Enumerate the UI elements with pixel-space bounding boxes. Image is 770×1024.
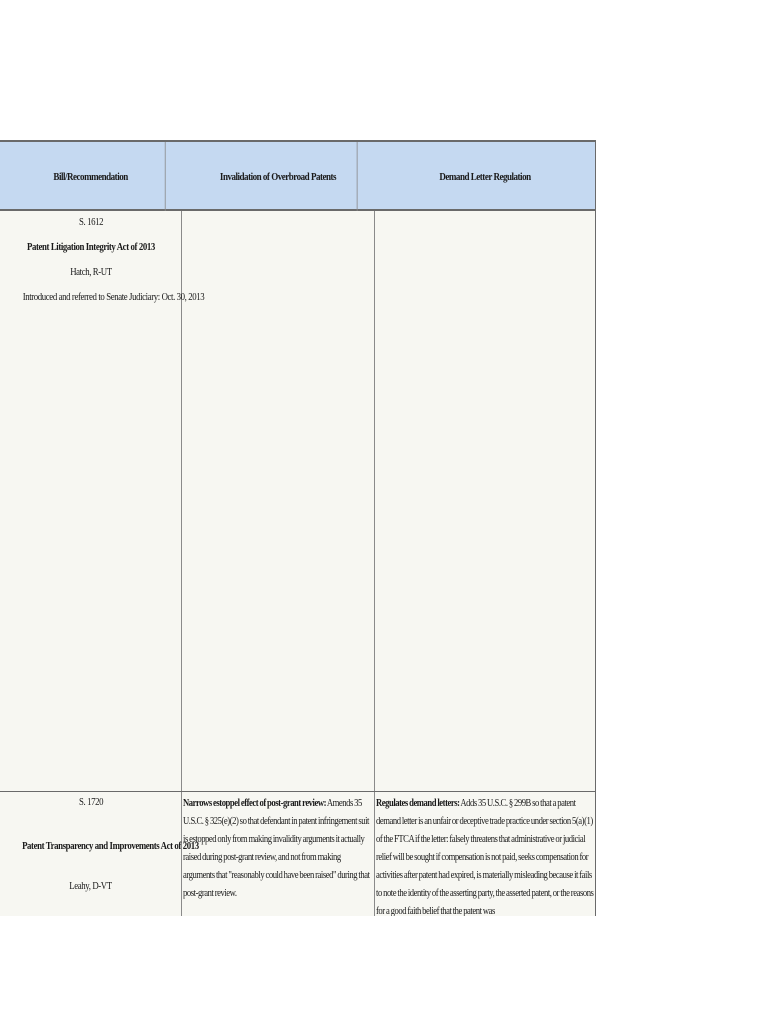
- table-header-row: [0, 142, 595, 211]
- bill-number: S. 1612: [78, 216, 104, 228]
- spreadsheet-table: [0, 140, 596, 916]
- demand-letter-body: Adds 35 U.S.C. § 299B so that a patent demand letter is an unfair or deceptive trade practice under section 5(a)(1) of the FTCA if the letter: falsely threatens that administrative or judicial relief will be sought if compensation is not paid, seeks compensation for activities after patent had expired, is materially misleading because it fails to note the identity of the asserting party, the asserted patent, or the reasons for a good faith belief that the patent was: [376, 798, 594, 916]
- demand-letter-text: [376, 795, 594, 916]
- bill-name: Patent Litigation Integrity Act of 2013: [27, 241, 155, 253]
- invalidation-body: Amends 35 U.S.C. § 325(e)(2) so that defendant in patent infringement suit is estopped only from making invalidity arguments it actually raised during post-grant review, and not from making arguments that "reasonably could have been raised" during that post-grant review.: [183, 798, 370, 899]
- demand-letter-heading: Regulates demand letters:: [376, 798, 460, 809]
- column-header-demand-letter[interactable]: Demand Letter Regulation: [439, 170, 531, 183]
- table-row: [0, 792, 595, 916]
- bill-name: Patent Transparency and Improvements Act of 2013: [22, 840, 199, 852]
- invalidation-cell[interactable]: [182, 792, 375, 916]
- column-header-invalidation[interactable]: Invalidation of Overbroad Patents: [199, 142, 357, 211]
- bill-sponsor: Hatch, R-UT: [70, 266, 112, 278]
- invalidation-cell[interactable]: [182, 211, 375, 791]
- bill-cell[interactable]: [0, 792, 199, 916]
- bill-number: S. 1720: [78, 796, 104, 808]
- bill-cell[interactable]: [0, 211, 205, 791]
- column-header-bill[interactable]: Bill/Recommendation: [16, 142, 165, 211]
- demand-letter-cell[interactable]: [375, 211, 595, 791]
- table-row: [0, 211, 595, 792]
- demand-letter-cell[interactable]: [375, 792, 595, 916]
- bill-status: Introduced and referred to Senate Judiciary: Oct. 30, 2013: [22, 291, 205, 303]
- invalidation-heading: Narrows estoppel effect of post-grant review:: [183, 798, 327, 809]
- bill-sponsor: Leahy, D-VT: [69, 880, 113, 892]
- invalidation-text: [183, 795, 373, 903]
